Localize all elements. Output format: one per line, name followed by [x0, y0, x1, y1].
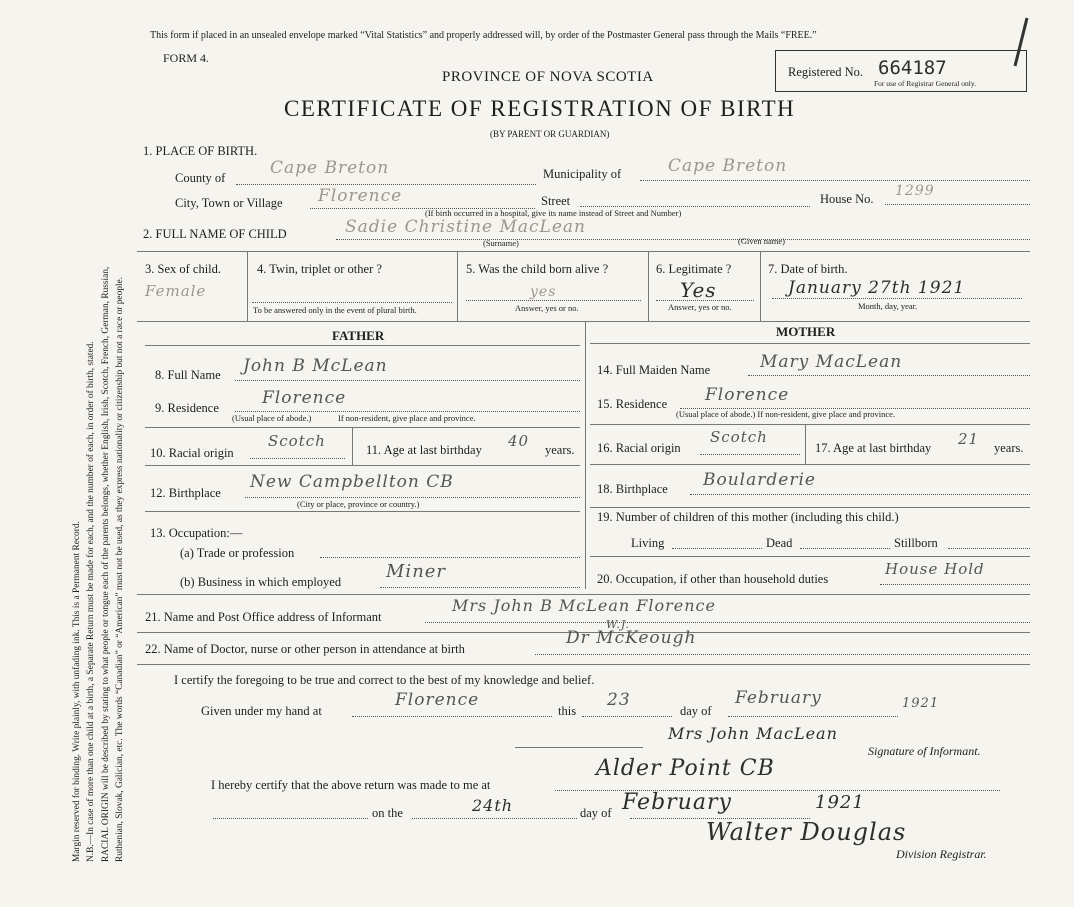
father-heading: FATHER	[332, 328, 385, 343]
registrar-day-value: 24th	[472, 796, 514, 815]
registered-label: Registered No.	[788, 65, 863, 79]
father-birthplace-value: New Campbellton CB	[250, 472, 454, 492]
father-residence-value: Florence	[262, 388, 347, 408]
registrar-text: I hereby certify that the above return was made to me at	[211, 778, 491, 792]
county-value: Cape Breton	[270, 158, 390, 178]
legitimate-label: 6. Legitimate ?	[656, 262, 732, 276]
registrar-place-value: Alder Point CB	[596, 756, 775, 781]
occupation-label: 13. Occupation:—	[150, 526, 243, 540]
father-name-label: 8. Full Name	[155, 368, 221, 382]
alive-note: Answer, yes or no.	[515, 303, 579, 313]
father-race-label: 10. Racial origin	[150, 446, 234, 460]
street-label: Street	[541, 194, 571, 208]
mother-occupation-value: House Hold	[885, 560, 985, 578]
hospital-note: (If birth occurred in a hospital, give its name instead of Street and Number)	[425, 208, 682, 218]
registration-box	[775, 50, 1027, 92]
mother-age-value: 21	[958, 430, 980, 448]
sex-label: 3. Sex of child.	[145, 262, 222, 276]
place-of-birth-heading: 1. PLACE OF BIRTH.	[143, 144, 258, 158]
mother-birthplace-value: Boularderie	[703, 470, 816, 490]
dob-label: 7. Date of birth.	[768, 262, 848, 276]
alive-label: 5. Was the child born alive ?	[466, 262, 609, 276]
mother-age-label: 17. Age at last birthday	[815, 441, 932, 455]
province-heading: PROVINCE OF NOVA SCOTIA	[442, 69, 654, 85]
division-registrar-label: Division Registrar.	[896, 847, 987, 861]
child-name-label: 2. FULL NAME OF CHILD	[143, 227, 287, 241]
registered-number: 664187	[878, 57, 947, 79]
alive-value: yes	[530, 284, 557, 300]
city-label: City, Town or Village	[175, 196, 283, 210]
given-place-value: Florence	[395, 690, 480, 710]
dob-note: Month, day, year.	[858, 301, 918, 311]
child-name-value: Sadie Christine MacLean	[345, 217, 586, 237]
mother-residence-note: (Usual place of abode.) If non-resident, give place and province.	[676, 409, 896, 419]
father-name-value: John B McLean	[243, 356, 388, 376]
doctor-value: Dr McKeough	[566, 628, 697, 648]
mother-residence-label: 15. Residence	[597, 397, 668, 411]
house-value: 1299	[895, 183, 935, 199]
dob-value: January 27th 1921	[788, 278, 966, 298]
registrar-year-value: 1921	[815, 792, 865, 813]
father-birthplace-label: 12. Birthplace	[150, 486, 221, 500]
given-name-note: (Given name)	[738, 236, 785, 246]
form-number: FORM 4.	[163, 51, 210, 65]
day-of-label: day of	[680, 704, 712, 718]
father-residence-note-b: If non-resident, give place and province.	[338, 413, 476, 423]
stillborn-label: Stillborn	[894, 536, 938, 550]
legitimate-value: Yes	[680, 278, 717, 302]
dead-label: Dead	[766, 536, 793, 550]
children-count-label: 19. Number of children of this mother (including this child.)	[597, 510, 899, 524]
margin-note-4: Ruthenian, Slovak, Galician, etc. The words “Canadian” or “American” must not be used, as they express nationality or citizenship but not a race or people.	[115, 276, 125, 862]
municipality-label: Municipality of	[543, 167, 622, 181]
sex-value: Female	[145, 282, 207, 300]
house-label: House No.	[820, 192, 874, 206]
given-year-value: 1921	[902, 696, 940, 711]
postal-notice: This form if placed in an unsealed envelope marked “Vital Statistics” and properly addressed will, by order of the Postmaster General pass through the Mails “FREE.”	[150, 30, 817, 41]
father-race-value: Scotch	[268, 432, 326, 450]
mother-race-label: 16. Racial origin	[597, 441, 681, 455]
mother-name-value: Mary MacLean	[760, 352, 903, 372]
informant-label: 21. Name and Post Office address of Informant	[145, 610, 382, 624]
mother-occupation-label: 20. Occupation, if other than household duties	[597, 572, 829, 586]
registrar-month-value: February	[622, 790, 732, 815]
given-label: Given under my hand at	[201, 704, 322, 718]
this-label: this	[558, 704, 577, 718]
margin-note-3: RACIAL ORIGIN will be described by stating to what people or tongue each of the parents belongs, whether English, Irish, Scotch, French, German, Russian,	[101, 266, 111, 862]
mother-years-label: years.	[994, 441, 1024, 455]
father-birthplace-note: (City or place, province or country.)	[297, 499, 420, 509]
mother-race-value: Scotch	[710, 428, 768, 446]
father-residence-note-a: (Usual place of abode.)	[232, 413, 312, 423]
informant-signature: Mrs John MacLean	[668, 724, 838, 743]
check-mark-icon	[1005, 14, 1035, 74]
mother-birthplace-label: 18. Birthplace	[597, 482, 668, 496]
mother-heading: MOTHER	[776, 324, 836, 339]
doctor-label: 22. Name of Doctor, nurse or other person in attendance at birth	[145, 642, 465, 656]
informant-signature-label: Signature of Informant.	[868, 744, 981, 758]
business-value: Miner	[386, 561, 447, 582]
twin-label: 4. Twin, triplet or other ?	[257, 262, 382, 276]
legitimate-note: Answer, yes or no.	[668, 302, 732, 312]
certificate-subtitle: (BY PARENT OR GUARDIAN)	[490, 129, 610, 139]
on-the-label: on the	[372, 806, 403, 820]
father-age-value: 40	[508, 432, 530, 450]
father-years-label: years.	[545, 443, 575, 457]
certify-text: I certify the foregoing to be true and correct to the best of my knowledge and belief.	[174, 673, 595, 687]
father-residence-label: 9. Residence	[155, 401, 219, 415]
living-label: Living	[631, 536, 665, 550]
registrar-signature: Walter Douglas	[706, 818, 907, 846]
business-label: (b) Business in which employed	[180, 575, 342, 589]
registrar-day-of-label: day of	[580, 806, 612, 820]
father-age-label: 11. Age at last birthday	[366, 443, 482, 457]
certificate-title: CERTIFICATE OF REGISTRATION OF BIRTH	[284, 96, 796, 121]
twin-note: To be answered only in the event of plural birth.	[253, 305, 417, 315]
given-month-value: February	[735, 688, 822, 708]
margin-note-1: Margin reserved for binding. Write plainly, with unfading ink. This is a Permanent Record.	[72, 521, 82, 862]
given-day-value: 23	[607, 690, 631, 710]
informant-value: Mrs John B McLean Florence	[452, 596, 716, 615]
doctor-initials: W.J.	[606, 618, 630, 631]
county-label: County of	[175, 171, 226, 185]
mother-residence-value: Florence	[705, 385, 790, 405]
surname-note: (Surname)	[483, 238, 519, 248]
mother-name-label: 14. Full Maiden Name	[597, 363, 711, 377]
registered-note: For use of Registrar General only.	[874, 79, 976, 88]
trade-label: (a) Trade or profession	[180, 546, 295, 560]
municipality-value: Cape Breton	[668, 156, 788, 176]
margin-note-2: N.B.—In case of more than one child at a birth, a Separate Return must be made for each, and the number of each, in order of birth, stated.	[86, 341, 96, 862]
city-value: Florence	[318, 186, 403, 206]
